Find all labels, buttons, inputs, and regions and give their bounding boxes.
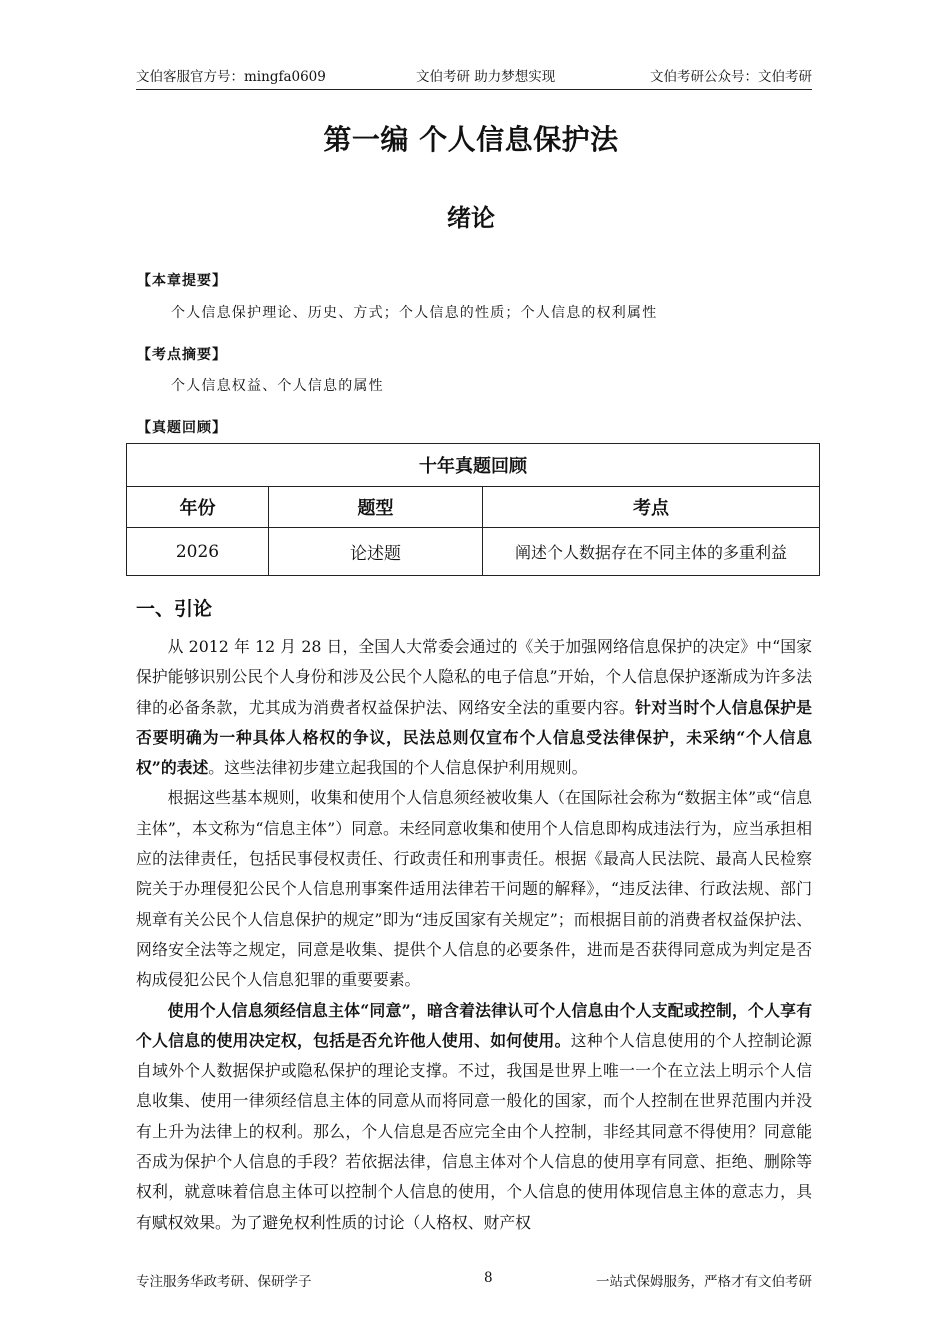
- part-title: 第一编 个人信息保护法: [323, 123, 619, 156]
- cell-question-type: 论述题: [269, 528, 483, 576]
- page-number: 8: [484, 1270, 493, 1286]
- summary-text: 个人信息保护理论、历史、方式；个人信息的性质；个人信息的权利属性: [171, 305, 658, 321]
- paragraph-1: [136, 632, 812, 783]
- paragraph-3-text: 这种个人信息使用的个人控制论源自域外个人数据保护或隐私保护的理论支撑。不过，我国是世界上唯一一个在立法上明示个人信息收集、使用一律须经信息主体的同意从而将同意一般化的国家，而个人控制在世界范围内并没有上升为法律上的权利。那么，个人信息是否应完全由个人控制，非经其同意不得使用？同意能否成为保护个人信息的手段？若依据法律，信息主体对个人信息的使用享有同意、拒绝、删除等权利，就意味着信息主体可以控制个人信息的使用，个人信息的使用体现信息主体的意志力，具有赋权效果。为了避免权利性质的讨论（人格权、财产权: [136, 1030, 812, 1232]
- body-text: [136, 632, 812, 1238]
- section-title: 一、引论: [136, 598, 213, 620]
- footer-left: 专注服务华政考研、保研学子: [136, 1274, 312, 1290]
- paragraph-1-text: 从 2012 年 12 月 28 日，全国人大常委会通过的《关于加强网络信息保护的决定》中“国家保护能够识别公民个人身份和涉及公民个人隐私的电子信息”开始，个人信息保护逐渐成为许多法律的必备条款，尤其成为消费者权益保护法、网络安全法的重要内容。: [136, 637, 812, 717]
- key-points-text: 个人信息权益、个人信息的属性: [171, 378, 384, 394]
- paragraph-1-tail: 。这些法律初步建立起我国的个人信息保护利用规则。: [208, 758, 588, 778]
- page-footer: [136, 1270, 812, 1290]
- paragraph-2: 根据这些基本规则，收集和使用个人信息须经被收集人（在国际社会称为“数据主体”或“信息主体”，本文称为“信息主体”）同意。未经同意收集和使用个人信息即构成违法行为，应当承担相应的法律责任，包括民事侵权责任、行政责任和刑事责任。根据《最高人民法院、最高人民检察院关于办理侵犯公民个人信息刑事案件适用法律若干问题的解释》，“违反法律、行政法规、部门规章有关公民个人信息保护的规定”即为“违反国家有关规定”；而根据目前的消费者权益保护法、网络安全法等之规定，同意是收集、提供个人信息的必要条件，进而是否获得同意成为判定是否构成侵犯公民个人信息犯罪的重要要素。: [136, 788, 812, 990]
- table-row: [127, 528, 820, 576]
- chapter-title: 绪论: [447, 204, 495, 232]
- footer-right: 一站式保姆服务，严格才有文伯考研: [596, 1274, 812, 1290]
- cell-year: 2026: [127, 528, 269, 576]
- header-test-point: 考点: [483, 487, 820, 528]
- key-points-label: 【考点摘要】: [137, 347, 227, 363]
- header-question-type: 题型: [269, 487, 483, 528]
- header-public-account: 文伯考研公众号：文伯考研: [650, 69, 812, 85]
- header-service-account: 文伯客服官方号：mingfa0609: [136, 69, 326, 85]
- cell-test-point: 阐述个人数据存在不同主体的多重利益: [483, 528, 820, 576]
- table-caption: 十年真题回顾: [127, 444, 820, 487]
- page-header: [136, 63, 812, 90]
- review-label: 【真题回顾】: [137, 420, 227, 436]
- summary-label: 【本章提要】: [137, 273, 227, 289]
- header-year: 年份: [127, 487, 269, 528]
- exam-review-table: [126, 443, 820, 576]
- paragraph-3: [136, 996, 812, 1238]
- paragraph-1-bold: 针对当时个人信息保护是否要明确为一种具体人格权的争议，民法总则仅宣布个人信息受法律保护，未采纳“个人信息权”的表述: [136, 697, 812, 778]
- paragraph-3-bold: 使用个人信息须经信息主体“同意”，暗含着法律认可个人信息由个人支配或控制，个人享有个人信息的使用决定权，包括是否允许他人使用、如何使用。: [136, 1000, 812, 1050]
- header-slogan: 文伯考研 助力梦想实现: [416, 69, 556, 85]
